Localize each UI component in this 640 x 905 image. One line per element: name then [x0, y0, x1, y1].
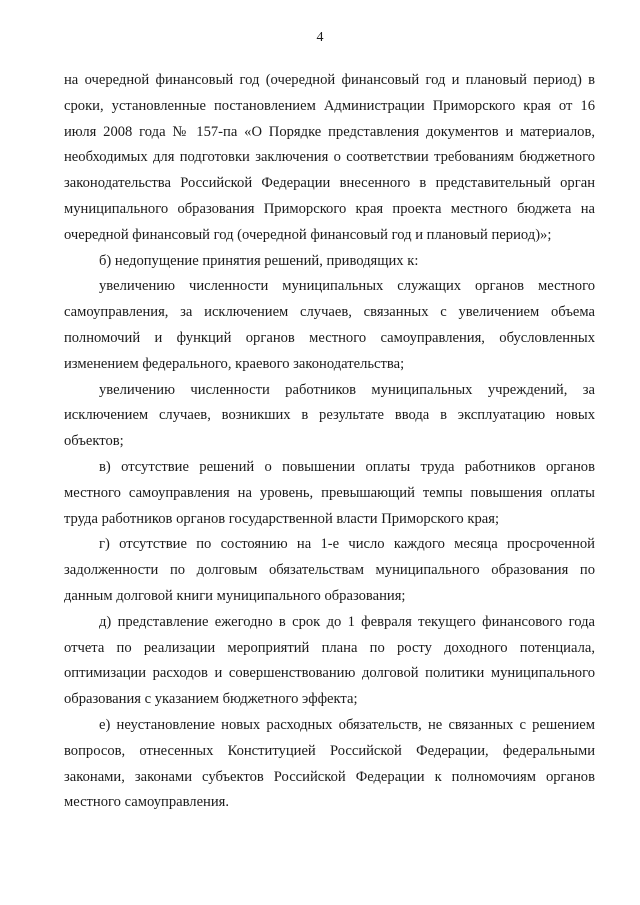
paragraph-item-g: г) отсутствие по состоянию на 1-е число каждого месяца просроченной задолженности по долговым обязательствам муниципального образования по данным долговой книги муниципального образования; [64, 536, 595, 604]
paragraph-item-e: е) неустановление новых расходных обязательств, не связанных с решением вопросов, отнесенных Конституцией Российской Федерации, федеральными законами, законами субъектов Российской Федерации к полномочиям органов местного самоуправления. [64, 716, 595, 811]
paragraph-item-d: д) представление ежегодно в срок до 1 февраля текущего финансового года отчета по реализации мероприятий плана по росту доходного потенциала, оптимизации расходов и совершенствованию долговой политики муниципального образования с указанием бюджетного эффекта; [64, 613, 595, 708]
document-body [64, 68, 595, 816]
paragraph-item-b: б) недопущение принятия решений, приводящих к: [99, 252, 419, 269]
paragraph-item-v: в) отсутствие решений о повышении оплаты труда работников органов местного самоуправления на уровень, превышающий темпы повышения оплаты труда работников органов государственной власти Приморского края; [64, 458, 595, 527]
paragraph-continuation: на очередной финансовый год (очередной финансовый год и плановый период) в сроки, установленные постановлением Администрации Приморского края от 16 июля 2008 года № 157-па «О Порядке представления документов и материалов, необходимых для подготовки заключения о соответствии требованиям бюджетного законодательства Российской Федерации внесенного в представительный орган муниципального образования Приморского края проекта местного бюджета на очередной финансовый год (очередной финансовый год и плановый период)»; [64, 72, 595, 243]
paragraph-subitem-institution-workers: увеличению численности работников муниципальных учреждений, за исключением случаев, возникших в результате ввода в эксплуатацию новых объектов; [64, 381, 595, 450]
paragraph-subitem-municipal-employees: увеличению численности муниципальных служащих органов местного самоуправления, за исключением случаев, связанных с увеличением объема полномочий и функций органов местного самоуправления, обусловленных изменением федерального, краевого законодательства; [64, 278, 595, 372]
page-number: 4 [316, 30, 324, 45]
